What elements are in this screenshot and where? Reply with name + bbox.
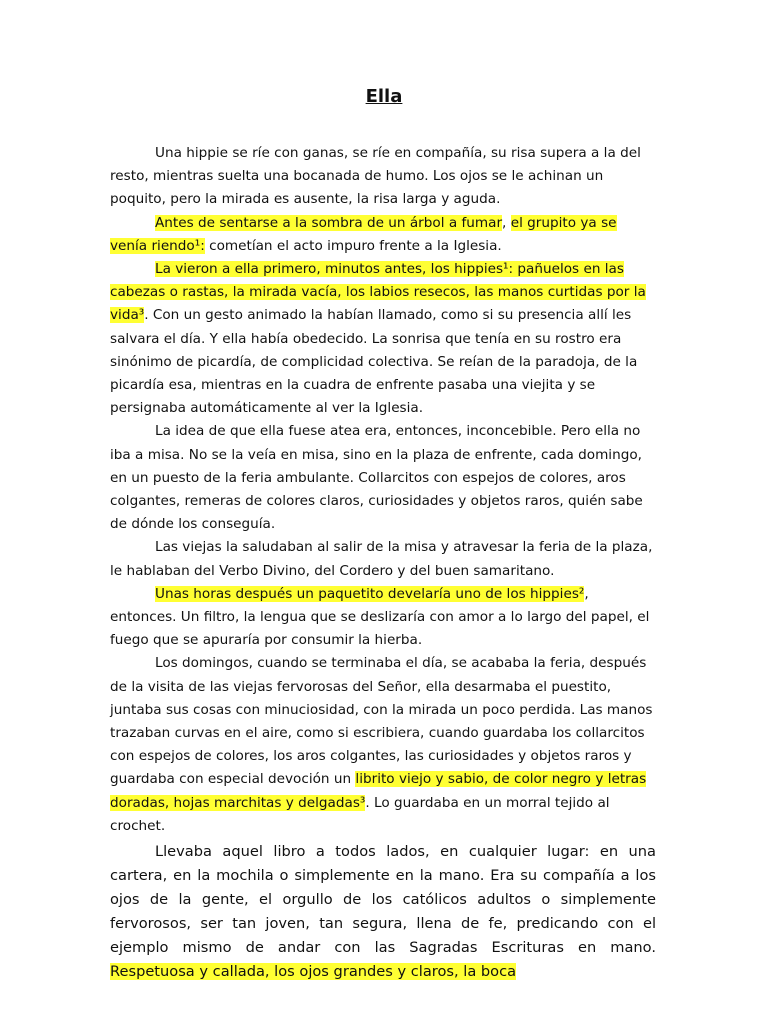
text-segment: , (502, 214, 511, 231)
text-segment: La idea de que ella fuese atea era, entonces, inconcebible. Pero ella no iba a misa. No se la veía en misa, sino en la plaza de enfrente, cada domingo, en un puesto de la feria ambulante. Collarcitos con espejos de colores, aros colgantes, remeras de colores claros, curiosidades y objetos raros, quién sabe de dónde los conseguía. (110, 423, 643, 533)
paragraph (110, 536, 656, 582)
text-segment: Llevaba aquel libro a todos lados, en cualquier lugar: en una cartera, en la mochila o simplemente en la mano. Era su compañía a los ojos de la gente, el orgullo de los católicos adultos o simplemente fervorosos, ser tan joven, tan segura, llena de fe, predicando con el ejemplo mismo de andar con las Sagradas Escrituras en mano. (110, 843, 656, 957)
paragraph (110, 142, 656, 212)
highlighted-text: Antes de sentarse a la sombra de un árbol a fumar (155, 214, 503, 231)
highlighted-text: Respetuosa y callada, los ojos grandes y claros, la boca (110, 963, 517, 981)
highlighted-text: Unas horas después un paquetito develaría uno de los hippies² (155, 585, 585, 602)
text-segment: Los domingos, cuando se terminaba el día, se acababa la feria, después de la visita de las viejas fervorosas del Señor, ella desarmaba el puestito, juntaba sus cosas con minuciosidad, con la mirada un poco perdida. Las manos trazaban curvas en el aire, como si escribiera, cuando guardaba los collarcitos con espejos de colores, los aros colgantes, las curiosidades y objetos raros y guardaba con especial devoción un (110, 655, 653, 788)
paragraph (110, 583, 656, 653)
document-title: Ella (365, 86, 403, 107)
paragraph (110, 840, 656, 984)
paragraph (110, 212, 656, 258)
paragraph (110, 652, 656, 838)
paragraph (110, 258, 656, 420)
text-segment: , entonces. Un filtro, la lengua que se deslizaría con amor a lo largo del papel, el fuego que se apuraría por consumir la hierba. (110, 585, 650, 649)
text-segment: Una hippie se ríe con ganas, se ríe en compañía, su risa supera a la del resto, mientras suelta una bocanada de humo. Los ojos se le achinan un poquito, pero la mirada es ausente, la risa larga y aguda. (110, 145, 641, 208)
text-segment: . Lo guardaba en un morral tejido al crochet. (110, 794, 610, 834)
document-body (110, 142, 656, 984)
highlighted-text: librito viejo y sabio, de color negro y letras doradas, hojas marchitas y delgadas³ (110, 771, 647, 811)
text-segment: Las viejas la saludaban al salir de la misa y atravesar la feria de la plaza, le hablaban del Verbo Divino, del Cordero y del buen samaritano. (110, 539, 653, 579)
text-segment: cometían el acto impuro frente a la Iglesia. (204, 237, 502, 254)
highlighted-text: La vieron a ella primero, minutos antes, los hippies¹: pañuelos en las cabezas o rastas, la mirada vacía, los labios resecos, las manos curtidas por la vida³ (110, 261, 646, 324)
text-segment: . Con un gesto animado la habían llamado, como si su presencia allí les salvara el día. Y ella había obedecido. La sonrisa que tenía en su rostro era sinónimo de picardía, de complicidad colectiva. Se reían de la paradoja, de la picardía esa, mientras en la cuadra de enfrente pasaba una viejita y se persignaba automáticamente al ver la Iglesia. (110, 307, 638, 417)
paragraph (110, 420, 656, 536)
highlighted-text: el grupito ya se venía riendo¹: (110, 214, 617, 254)
